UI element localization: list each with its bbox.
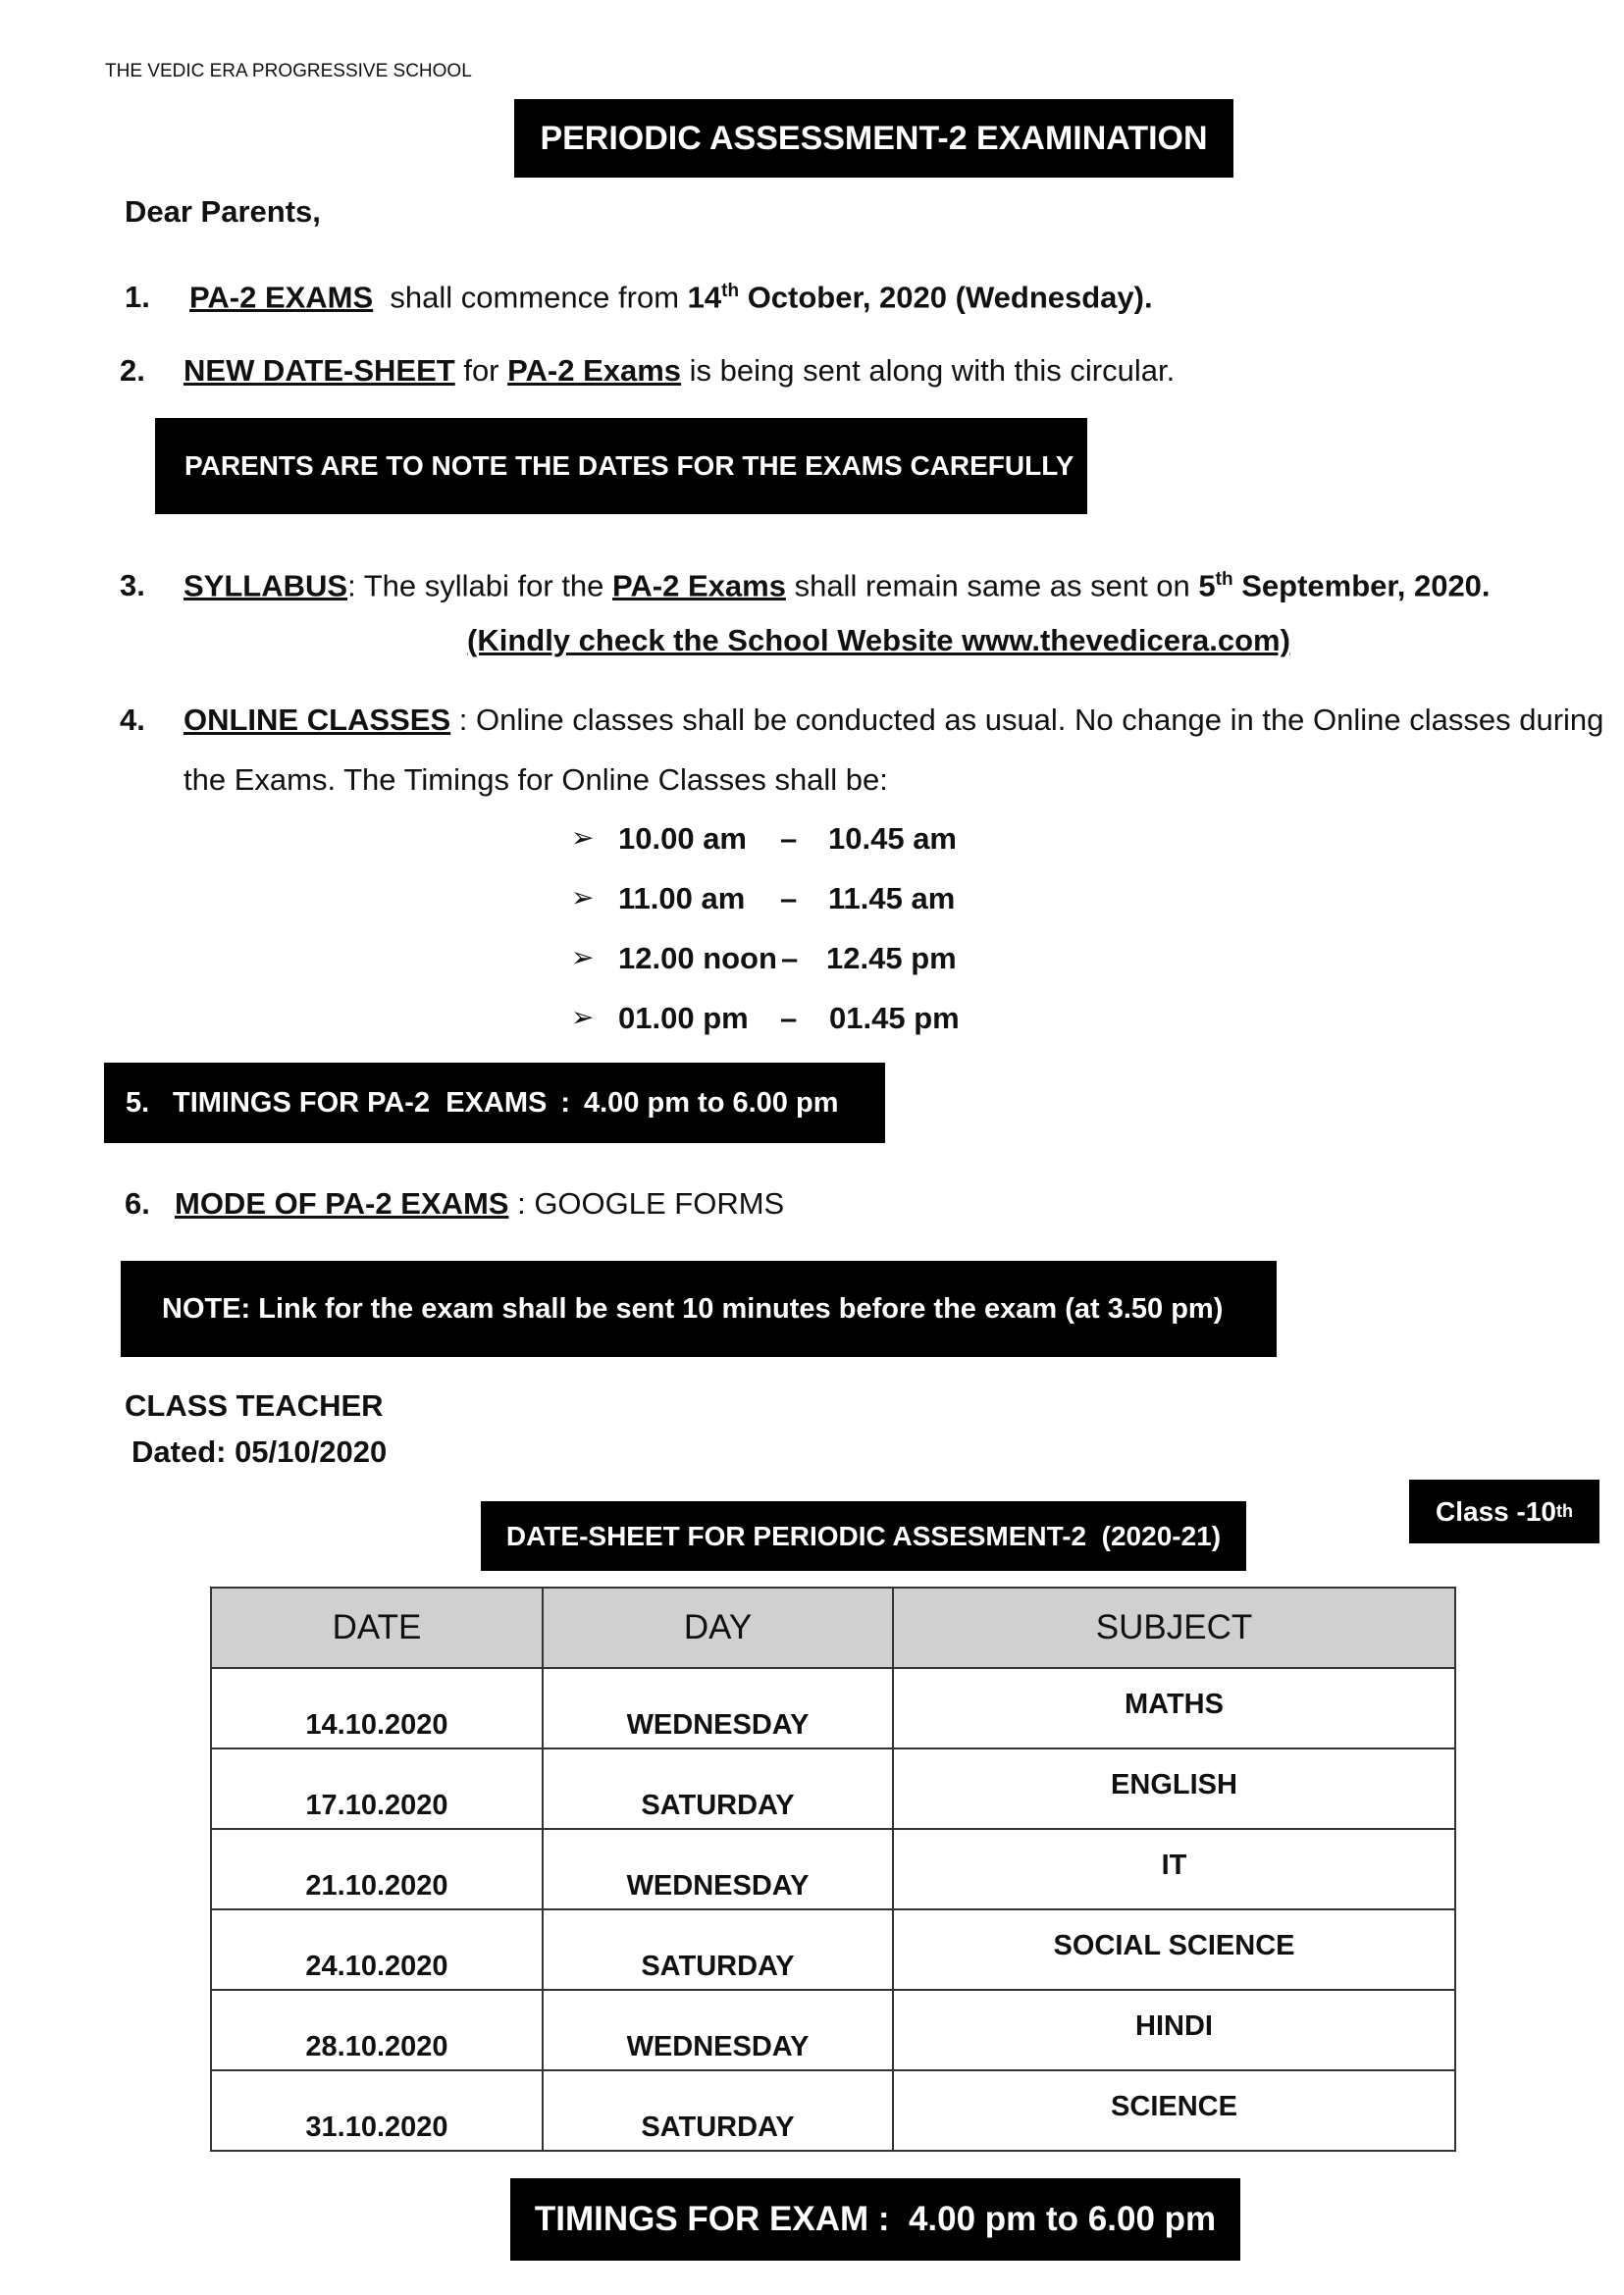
arrow-icon: ➢	[571, 942, 595, 972]
dated: Dated: 05/10/2020	[131, 1434, 388, 1469]
item-2	[120, 351, 1175, 391]
item-3-text: shall remain same as sent on	[794, 568, 1190, 603]
item-6-text: : GOOGLE FORMS	[517, 1186, 785, 1221]
exam-link-note: NOTE: Link for the exam shall be sent 10 minutes before the exam (at 3.50 pm)	[162, 1292, 1224, 1325]
datesheet-title: DATE-SHEET FOR PERIODIC ASSESMENT-2 (2020-21)	[505, 1520, 1222, 1551]
class-teacher: CLASS TEACHER	[125, 1388, 384, 1423]
timing-dash: –	[781, 941, 799, 975]
item-2-number: 2.	[120, 353, 145, 388]
item-6	[125, 1184, 784, 1224]
timing-end: 01.45 pm	[829, 1001, 960, 1035]
page-title-box	[514, 99, 1233, 178]
item-4-line2: the Exams. The Timings for Online Classes shall be:	[183, 762, 888, 797]
cell-date: 24.10.2020	[211, 1909, 543, 1990]
cell-subject: IT	[893, 1829, 1455, 1909]
header-date: DATE	[211, 1588, 543, 1668]
item-4-line1: : Online classes shall be conducted as usual. No change in the Online classes during	[458, 703, 1604, 737]
timing-dash: –	[780, 821, 798, 856]
table-row	[211, 1909, 1455, 1990]
timing-start: 10.00 am	[618, 821, 747, 856]
cell-subject: ENGLISH	[893, 1748, 1455, 1829]
exam-timings-box	[104, 1063, 885, 1143]
item-5-sep: :	[560, 1086, 570, 1119]
item-1	[125, 272, 1153, 317]
timing-end: 11.45 am	[828, 881, 956, 915]
exam-timings-footer-box	[510, 2178, 1240, 2261]
item-5-value: 4.00 pm to 6.00 pm	[584, 1086, 839, 1119]
arrow-icon: ➢	[571, 882, 595, 913]
exam-link-note-box	[121, 1261, 1277, 1357]
cell-day: WEDNESDAY	[543, 1668, 893, 1748]
timing-dash: –	[780, 1001, 798, 1035]
item-4-link: ONLINE CLASSES	[183, 703, 451, 737]
item-3-link-syllabus: SYLLABUS	[183, 568, 348, 603]
cell-subject: HINDI	[893, 1990, 1455, 2070]
item-3-link-exams: PA-2 Exams	[612, 568, 786, 603]
cell-subject: MATHS	[893, 1668, 1455, 1748]
item-1-text: shall commence from	[390, 280, 680, 315]
cell-day: SATURDAY	[543, 2070, 893, 2151]
header-day: DAY	[543, 1588, 893, 1668]
cell-day: WEDNESDAY	[543, 1829, 893, 1909]
item-6-link: MODE OF PA-2 EXAMS	[175, 1186, 509, 1221]
item-2-mid: for	[463, 353, 499, 388]
item-1-day: 14	[687, 280, 722, 315]
timing-start: 11.00 am	[618, 881, 746, 915]
item-1-link: PA-2 EXAMS	[189, 280, 374, 315]
item-3-sup: th	[1215, 569, 1233, 590]
cell-day: SATURDAY	[543, 1748, 893, 1829]
datesheet-table	[210, 1587, 1456, 2152]
item-2-link-datesheet: NEW DATE-SHEET	[183, 353, 455, 388]
arrow-icon: ➢	[571, 822, 595, 853]
notice-dates-box	[155, 418, 1087, 514]
item-3-mid: : The syllabi for the	[347, 568, 604, 603]
class-label: Class -10	[1436, 1495, 1556, 1527]
cell-date: 21.10.2020	[211, 1829, 543, 1909]
table-header-row	[211, 1588, 1455, 1668]
item-1-sup: th	[721, 281, 740, 301]
exam-timings-footer: TIMINGS FOR EXAM : 4.00 pm to 6.00 pm	[534, 2200, 1217, 2238]
arrow-icon: ➢	[571, 1002, 595, 1032]
item-3-date: September, 2020.	[1241, 568, 1491, 603]
item-6-number: 6.	[125, 1186, 150, 1221]
item-1-date: October, 2020 (Wednesday).	[747, 280, 1153, 315]
item-2-text: is being sent along with this circular.	[689, 353, 1176, 388]
item-2-link-exams: PA-2 Exams	[507, 353, 682, 388]
item-1-number: 1.	[125, 280, 150, 315]
table-row	[211, 2070, 1455, 2151]
cell-date: 14.10.2020	[211, 1668, 543, 1748]
item-4	[120, 701, 1603, 740]
class-sup: th	[1555, 1501, 1573, 1521]
item-3-day: 5	[1198, 568, 1216, 603]
cell-day: WEDNESDAY	[543, 1990, 893, 2070]
cell-day: SATURDAY	[543, 1909, 893, 1990]
timing-end: 10.45 am	[828, 821, 957, 856]
item-5-number: 5.	[126, 1086, 150, 1119]
cell-date: 17.10.2020	[211, 1748, 543, 1829]
item-3-number: 3.	[120, 568, 145, 603]
timing-start: 12.00 noon	[618, 941, 777, 975]
timing-start: 01.00 pm	[618, 1001, 749, 1035]
table-row	[211, 1668, 1455, 1748]
header-subject: SUBJECT	[893, 1588, 1455, 1668]
website-note: (Kindly check the School Website www.thevedicera.com)	[467, 623, 1290, 657]
notice-dates-text: PARENTS ARE TO NOTE THE DATES FOR THE EXAMS CAREFULLY	[184, 450, 1074, 481]
table-row	[211, 1748, 1455, 1829]
cell-date: 28.10.2020	[211, 1990, 543, 2070]
school-name: THE VEDIC ERA PROGRESSIVE SCHOOL	[105, 61, 472, 81]
table-row	[211, 1990, 1455, 2070]
item-5-label: TIMINGS FOR PA-2 EXAMS	[173, 1086, 548, 1119]
page-title: PERIODIC ASSESSMENT-2 EXAMINATION	[540, 119, 1208, 157]
timing-dash: –	[780, 881, 798, 915]
item-4-number: 4.	[120, 703, 145, 737]
timing-end: 12.45 pm	[826, 941, 957, 975]
cell-date: 31.10.2020	[211, 2070, 543, 2151]
class-badge	[1409, 1480, 1599, 1543]
greeting: Dear Parents,	[125, 194, 321, 229]
datesheet-title-box	[481, 1501, 1246, 1571]
cell-subject: SCIENCE	[893, 2070, 1455, 2151]
table-row	[211, 1829, 1455, 1909]
cell-subject: SOCIAL SCIENCE	[893, 1909, 1455, 1990]
item-3	[120, 560, 1491, 605]
